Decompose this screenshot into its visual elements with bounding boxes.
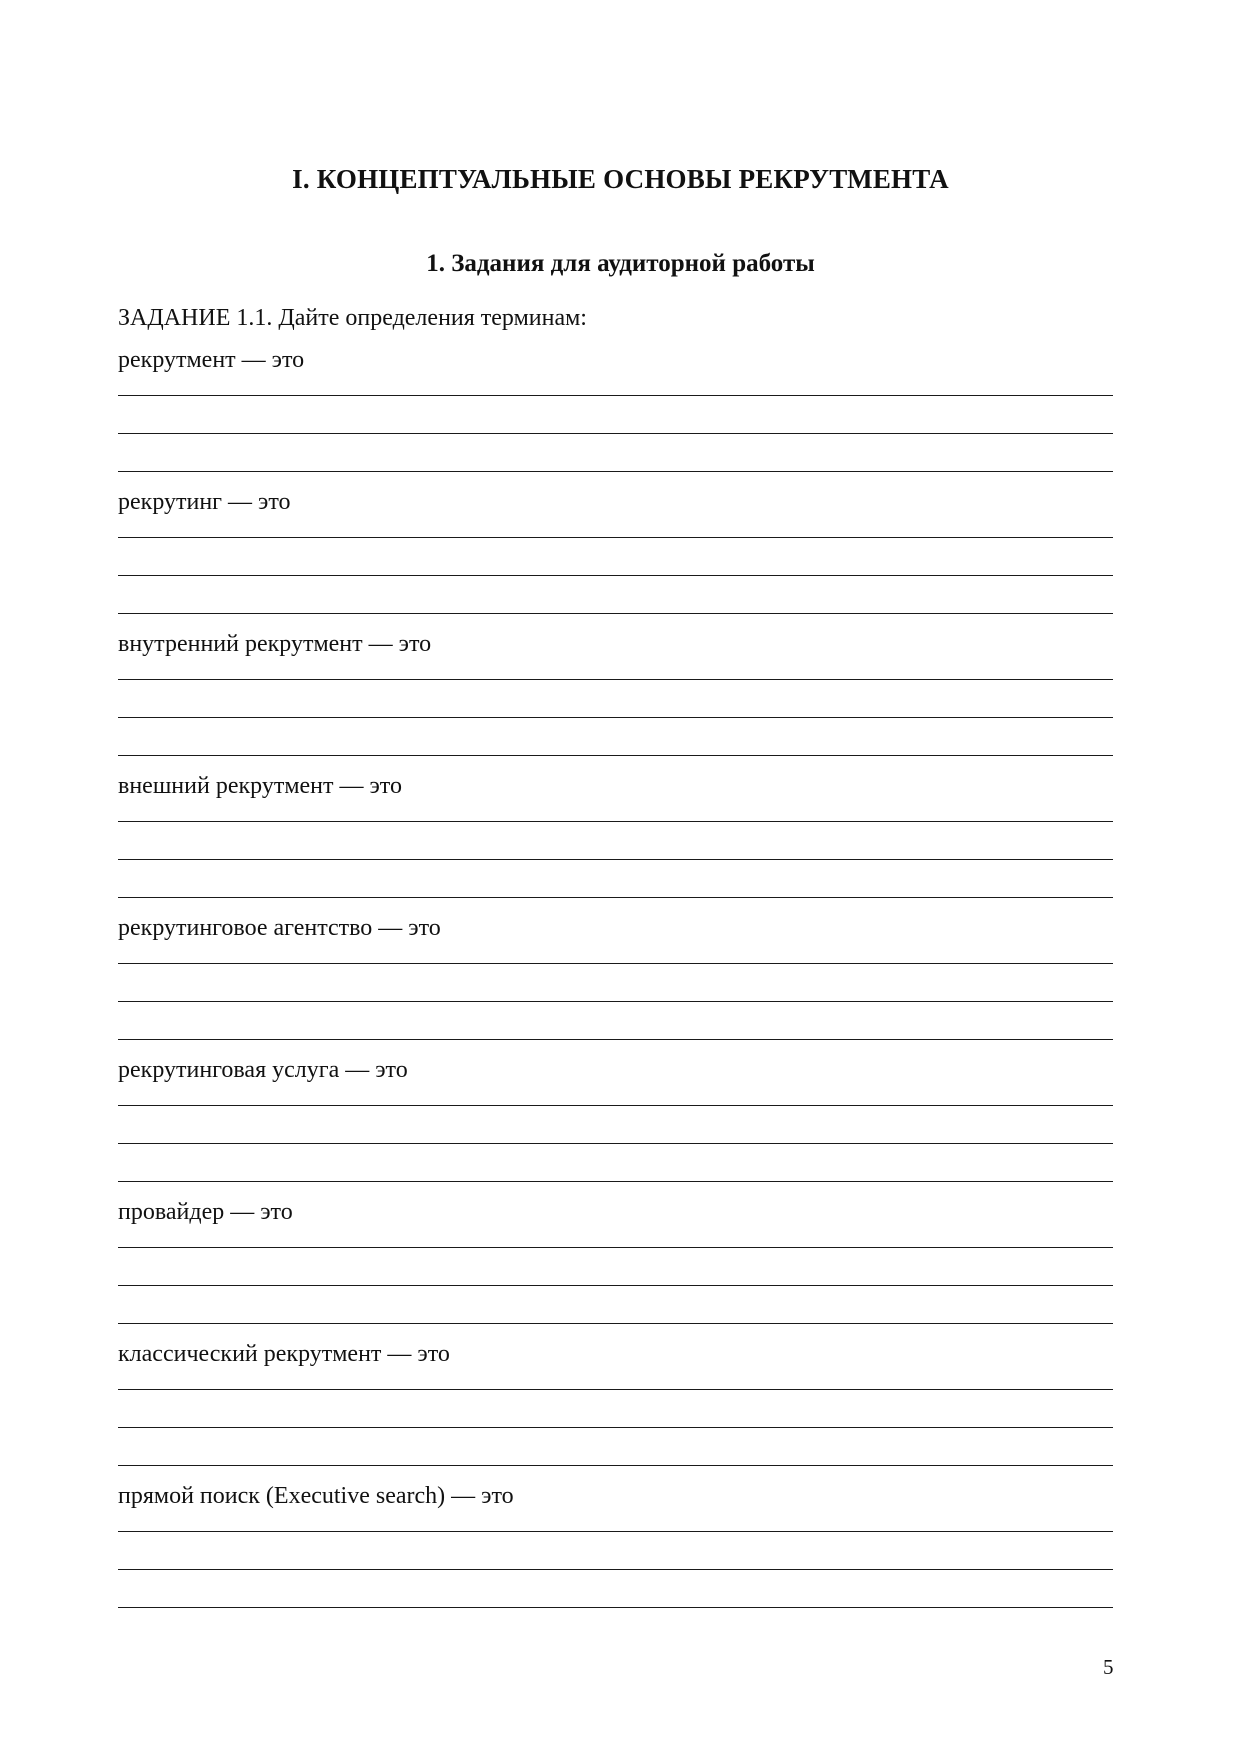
- answer-line[interactable]: [118, 1143, 1113, 1144]
- chapter-title: I. КОНЦЕПТУАЛЬНЫЕ ОСНОВЫ РЕКРУТМЕНТА: [292, 164, 949, 194]
- term-label: внутренний рекрутмент — это: [118, 631, 432, 657]
- answer-line[interactable]: [118, 1323, 1113, 1324]
- answer-line[interactable]: [118, 1607, 1113, 1608]
- answer-line[interactable]: [118, 433, 1113, 434]
- task-intro: ЗАДАНИЕ 1.1. Дайте определения терминам:: [118, 305, 587, 331]
- answer-line[interactable]: [118, 1039, 1113, 1040]
- term-block-recruiting: [118, 488, 1113, 628]
- term-block-recruiting-service: [118, 1056, 1113, 1196]
- answer-line[interactable]: [118, 821, 1113, 822]
- page-number: 5: [1103, 1655, 1114, 1679]
- answer-line[interactable]: [118, 575, 1113, 576]
- term-block-classic-recruitment: [118, 1340, 1113, 1480]
- term-label: рекрутмент — это: [118, 347, 305, 373]
- term-block-executive-search: [118, 1482, 1113, 1622]
- answer-line[interactable]: [118, 1181, 1113, 1182]
- answer-line[interactable]: [118, 1389, 1113, 1390]
- answer-line[interactable]: [118, 755, 1113, 756]
- answer-line[interactable]: [118, 1001, 1113, 1002]
- term-label: провайдер — это: [118, 1199, 293, 1225]
- term-block-internal-recruitment: [118, 630, 1113, 770]
- answer-line[interactable]: [118, 1105, 1113, 1106]
- term-label: классический рекрутмент — это: [118, 1341, 450, 1367]
- answer-line[interactable]: [118, 1569, 1113, 1570]
- answer-line[interactable]: [118, 679, 1113, 680]
- answer-line[interactable]: [118, 537, 1113, 538]
- term-label: рекрутинг — это: [118, 489, 291, 515]
- answer-line[interactable]: [118, 963, 1113, 964]
- answer-line[interactable]: [118, 717, 1113, 718]
- term-label: внешний рекрутмент — это: [118, 773, 402, 799]
- answer-line[interactable]: [118, 897, 1113, 898]
- term-label: прямой поиск (Executive search) — это: [118, 1483, 514, 1509]
- answer-line[interactable]: [118, 1247, 1113, 1248]
- term-block-recruitment: [118, 346, 1113, 486]
- answer-line[interactable]: [118, 1531, 1113, 1532]
- answer-line[interactable]: [118, 1465, 1113, 1466]
- term-block-external-recruitment: [118, 772, 1113, 912]
- term-label: рекрутинговая услуга — это: [118, 1057, 408, 1083]
- answer-line[interactable]: [118, 1427, 1113, 1428]
- answer-line[interactable]: [118, 471, 1113, 472]
- term-block-recruiting-agency: [118, 914, 1113, 1054]
- answer-line[interactable]: [118, 1285, 1113, 1286]
- section-title: 1. Задания для аудиторной работы: [426, 250, 815, 277]
- answer-line[interactable]: [118, 859, 1113, 860]
- answer-line[interactable]: [118, 613, 1113, 614]
- term-label: рекрутинговое агентство — это: [118, 915, 441, 941]
- answer-line[interactable]: [118, 395, 1113, 396]
- term-block-provider: [118, 1198, 1113, 1338]
